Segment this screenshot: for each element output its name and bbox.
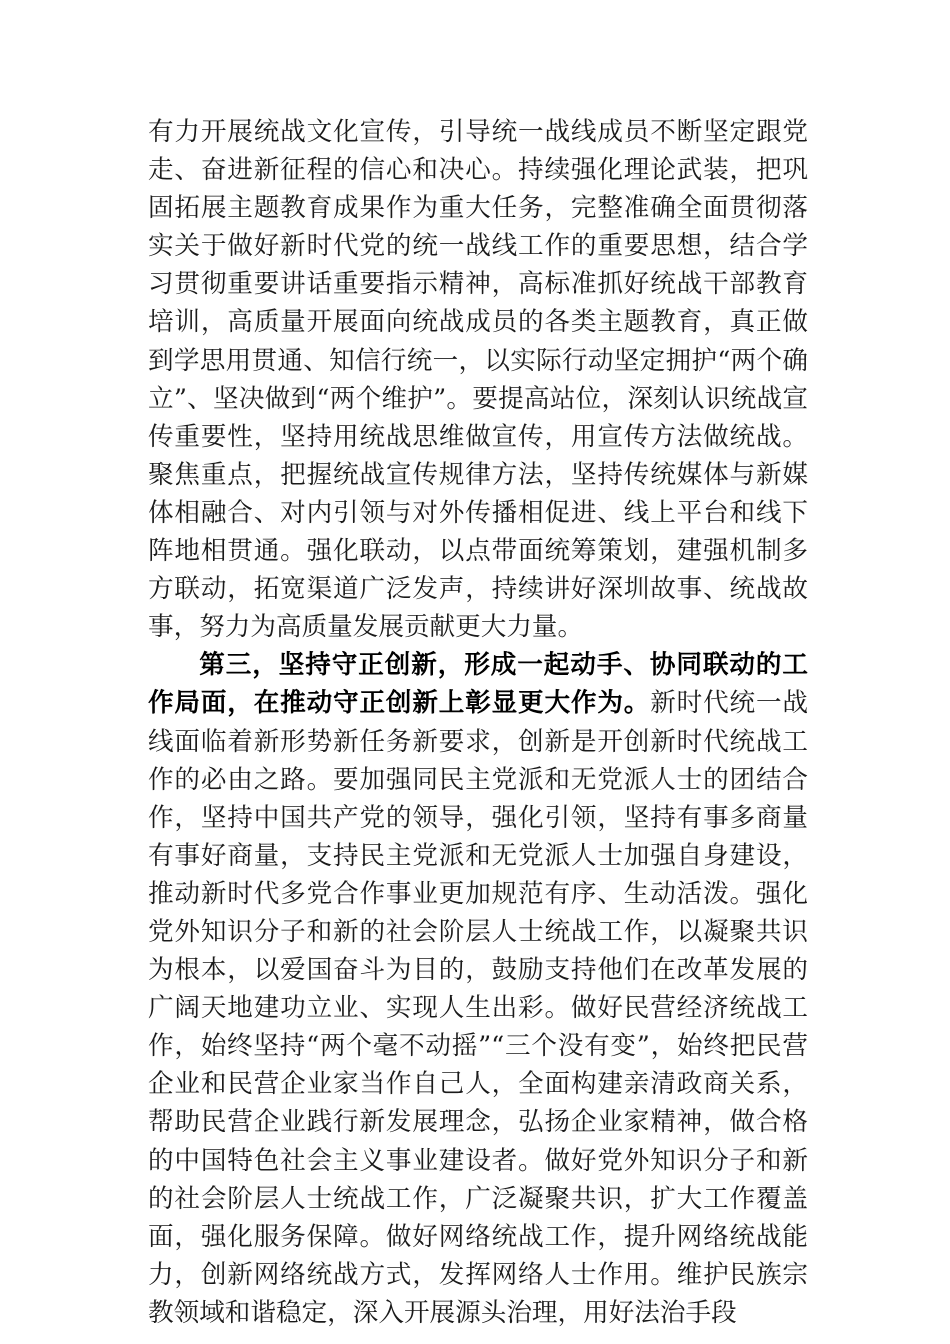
paragraph-bold-lead: 第三，坚持守正创新，形成一起动手、协同联动的工作局面，在推动守正创新上彰显更大作为。 <box>148 650 808 719</box>
paragraph-body-text: 新时代统一战线面临着新形势新任务新要求，创新是开创新时代统战工作的必由之路。要加强同民主党派和无党派人士的团结合作，坚持中国共产党的领导，强化引领，坚持有事多商量有事好商量，支持民主党派和无党派人士加强自身建设，推动新时代多党合作事业更加规范有序、生动活泼。强化党外知识分子和新的社会阶层人士统战工作，以凝聚共识为根本，以爱国奋斗为目的，鼓励支持他们在改革发展的广阔天地建功立业、实现人生出彩。做好民营经济统战工作，始终坚持“两个毫不动摇”“三个没有变”，始终把民营企业和民营企业家当作自己人，全面构建亲清政商关系，帮助民营企业践行新发展理念，弘扬企业家精神，做合格的中国特色社会主义事业建设者。做好党外知识分子和新的社会阶层人士统战工作，广泛凝聚共识，扩大工作覆盖面，强化服务保障。做好网络统战工作，提升网络统战能力，创新网络统战方式，发挥网络人士作用。维护民族宗教领域和谐稳定，深入开展源头治理，用好法治手段 <box>148 688 808 1328</box>
document-body <box>148 113 808 1332</box>
paragraph-continuation: 有力开展统战文化宣传，引导统一战线成员不断坚定跟党走、奋进新征程的信心和决心。持续强化理论武装，把巩固拓展主题教育成果作为重大任务，完整准确全面贯彻落实关于做好新时代党的统一战线工作的重要思想，结合学习贯彻重要讲话重要指示精神，高标准抓好统战干部教育培训，高质量开展面向统战成员的各类主题教育，真正做到学思用贯通、知信行统一，以实际行动坚定拥护“两个确立”、坚决做到“两个维护”。要提高站位，深刻认识统战宣传重要性，坚持用统战思维做宣传，用宣传方法做统战。聚焦重点，把握统战宣传规律方法，坚持传统媒体与新媒体相融合、对内引领与对外传播相促进、线上平台和线下阵地相贯通。强化联动，以点带面统筹策划，建强机制多方联动，拓宽渠道广泛发声，持续讲好深圳故事、统战故事，努力为高质量发展贡献更大力量。 <box>148 117 808 643</box>
paragraph-third-point <box>148 646 808 1332</box>
